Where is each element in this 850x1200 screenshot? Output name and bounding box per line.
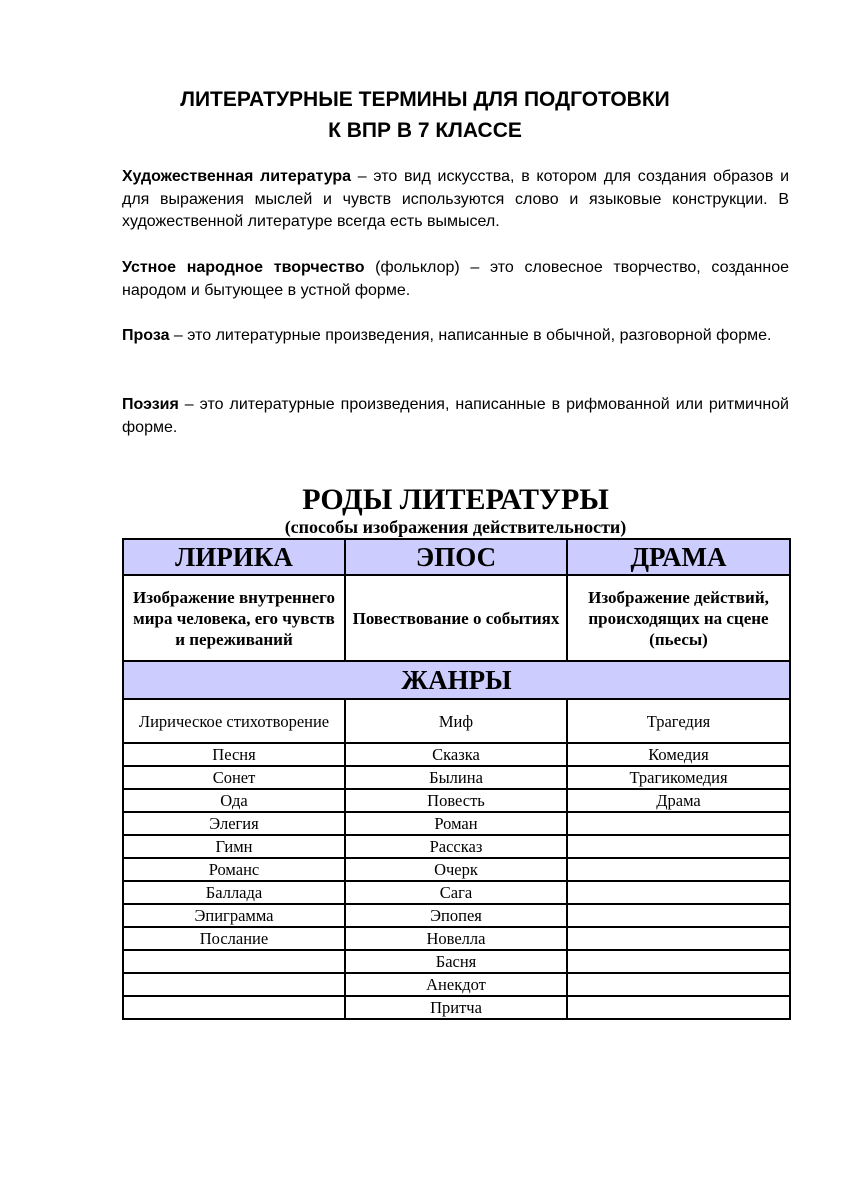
- genre-drama: [567, 835, 790, 858]
- title-line-1: ЛИТЕРАТУРНЫЕ ТЕРМИНЫ ДЛЯ ПОДГОТОВКИ: [180, 88, 670, 111]
- genre-row: [123, 835, 790, 858]
- genre-lyrics: Эпиграмма: [123, 904, 345, 927]
- genre-lyrics: [123, 950, 345, 973]
- header-epos: ЭПОС: [345, 539, 567, 575]
- genre-epos: Эпопея: [345, 904, 567, 927]
- genre-row: [123, 766, 790, 789]
- header-lyrics: ЛИРИКА: [123, 539, 345, 575]
- literature-kinds-table: [122, 538, 791, 1020]
- term-paragraph: [122, 257, 789, 302]
- genre-lyrics: Гимн: [123, 835, 345, 858]
- genre-epos: Сказка: [345, 743, 567, 766]
- genre-epos: Сага: [345, 881, 567, 904]
- description-drama: Изображение действий, происходящих на сцене (пьесы): [567, 575, 790, 661]
- term-paragraph: [122, 325, 789, 348]
- genre-row: [123, 858, 790, 881]
- section-title: РОДЫ ЛИТЕРАТУРЫ: [302, 483, 609, 516]
- genre-row: [123, 904, 790, 927]
- genre-lyrics: Послание: [123, 927, 345, 950]
- genre-lyrics: [123, 996, 345, 1019]
- genre-lyrics: [123, 973, 345, 996]
- term-paragraph: [122, 394, 789, 439]
- genre-row: [123, 927, 790, 950]
- genre-epos: Роман: [345, 812, 567, 835]
- genre-lyrics: Романс: [123, 858, 345, 881]
- genre-row: [123, 996, 790, 1019]
- genre-row: [123, 699, 790, 743]
- genre-lyrics: Ода: [123, 789, 345, 812]
- description-lyrics: Изображение внутреннего мира человека, его чувств и переживаний: [123, 575, 345, 661]
- genre-drama: Драма: [567, 789, 790, 812]
- genre-epos: Очерк: [345, 858, 567, 881]
- genre-epos: Повесть: [345, 789, 567, 812]
- term-name: Проза: [122, 327, 170, 344]
- document-title: [0, 84, 850, 146]
- genre-epos: Притча: [345, 996, 567, 1019]
- genre-drama: [567, 812, 790, 835]
- genre-lyrics: Элегия: [123, 812, 345, 835]
- genre-lyrics: Баллада: [123, 881, 345, 904]
- genre-drama: [567, 950, 790, 973]
- genre-drama: [567, 881, 790, 904]
- genre-drama: [567, 927, 790, 950]
- term-definition: – это вид искусства, в котором для создания образов и для выражения мыслей и чувств используются слово и языковые конструкции. В художественной литературе всегда есть вымысел.: [122, 168, 790, 230]
- term-definition: (фольклор) – это словесное творчество, созданное народом и бытующее в устной форме.: [122, 259, 789, 299]
- genre-epos: Миф: [345, 699, 567, 743]
- description-epos: Повествование о событиях: [345, 575, 567, 661]
- genre-epos: Рассказ: [345, 835, 567, 858]
- genre-row: [123, 881, 790, 904]
- genre-epos: Анекдот: [345, 973, 567, 996]
- genre-lyrics: Песня: [123, 743, 345, 766]
- genre-epos: Новелла: [345, 927, 567, 950]
- genre-lyrics: Лирическое стихотворение: [123, 699, 345, 743]
- genre-lyrics: Сонет: [123, 766, 345, 789]
- genre-drama: [567, 996, 790, 1019]
- genre-drama: [567, 858, 790, 881]
- genres-label: ЖАНРЫ: [123, 661, 790, 699]
- genre-row: [123, 812, 790, 835]
- term-name: Художественная литература: [122, 168, 352, 185]
- genre-row: [123, 789, 790, 812]
- title-line-2: К ВПР В 7 КЛАССЕ: [328, 119, 522, 142]
- term-definition: – это литературные произведения, написанные в обычной, разговорной форме.: [169, 327, 772, 344]
- genre-drama: Трагедия: [567, 699, 790, 743]
- genre-row: [123, 743, 790, 766]
- genre-drama: [567, 904, 790, 927]
- genre-row: [123, 973, 790, 996]
- header-drama: ДРАМА: [567, 539, 790, 575]
- genre-epos: Былина: [345, 766, 567, 789]
- genre-drama: Комедия: [567, 743, 790, 766]
- genre-epos: Басня: [345, 950, 567, 973]
- term-definition: – это литературные произведения, написанные в рифмованной или ритмичной форме.: [122, 396, 789, 436]
- genres-label-row: [123, 661, 790, 699]
- term-name: Устное народное творчество: [122, 259, 365, 276]
- genre-row: [123, 950, 790, 973]
- term-name: Поэзия: [122, 396, 179, 413]
- term-paragraph: [122, 166, 789, 234]
- genre-drama: Трагикомедия: [567, 766, 790, 789]
- description-row: [123, 575, 790, 661]
- header-row: [123, 539, 790, 575]
- section-subtitle: (способы изображения действительности): [284, 517, 627, 537]
- genre-drama: [567, 973, 790, 996]
